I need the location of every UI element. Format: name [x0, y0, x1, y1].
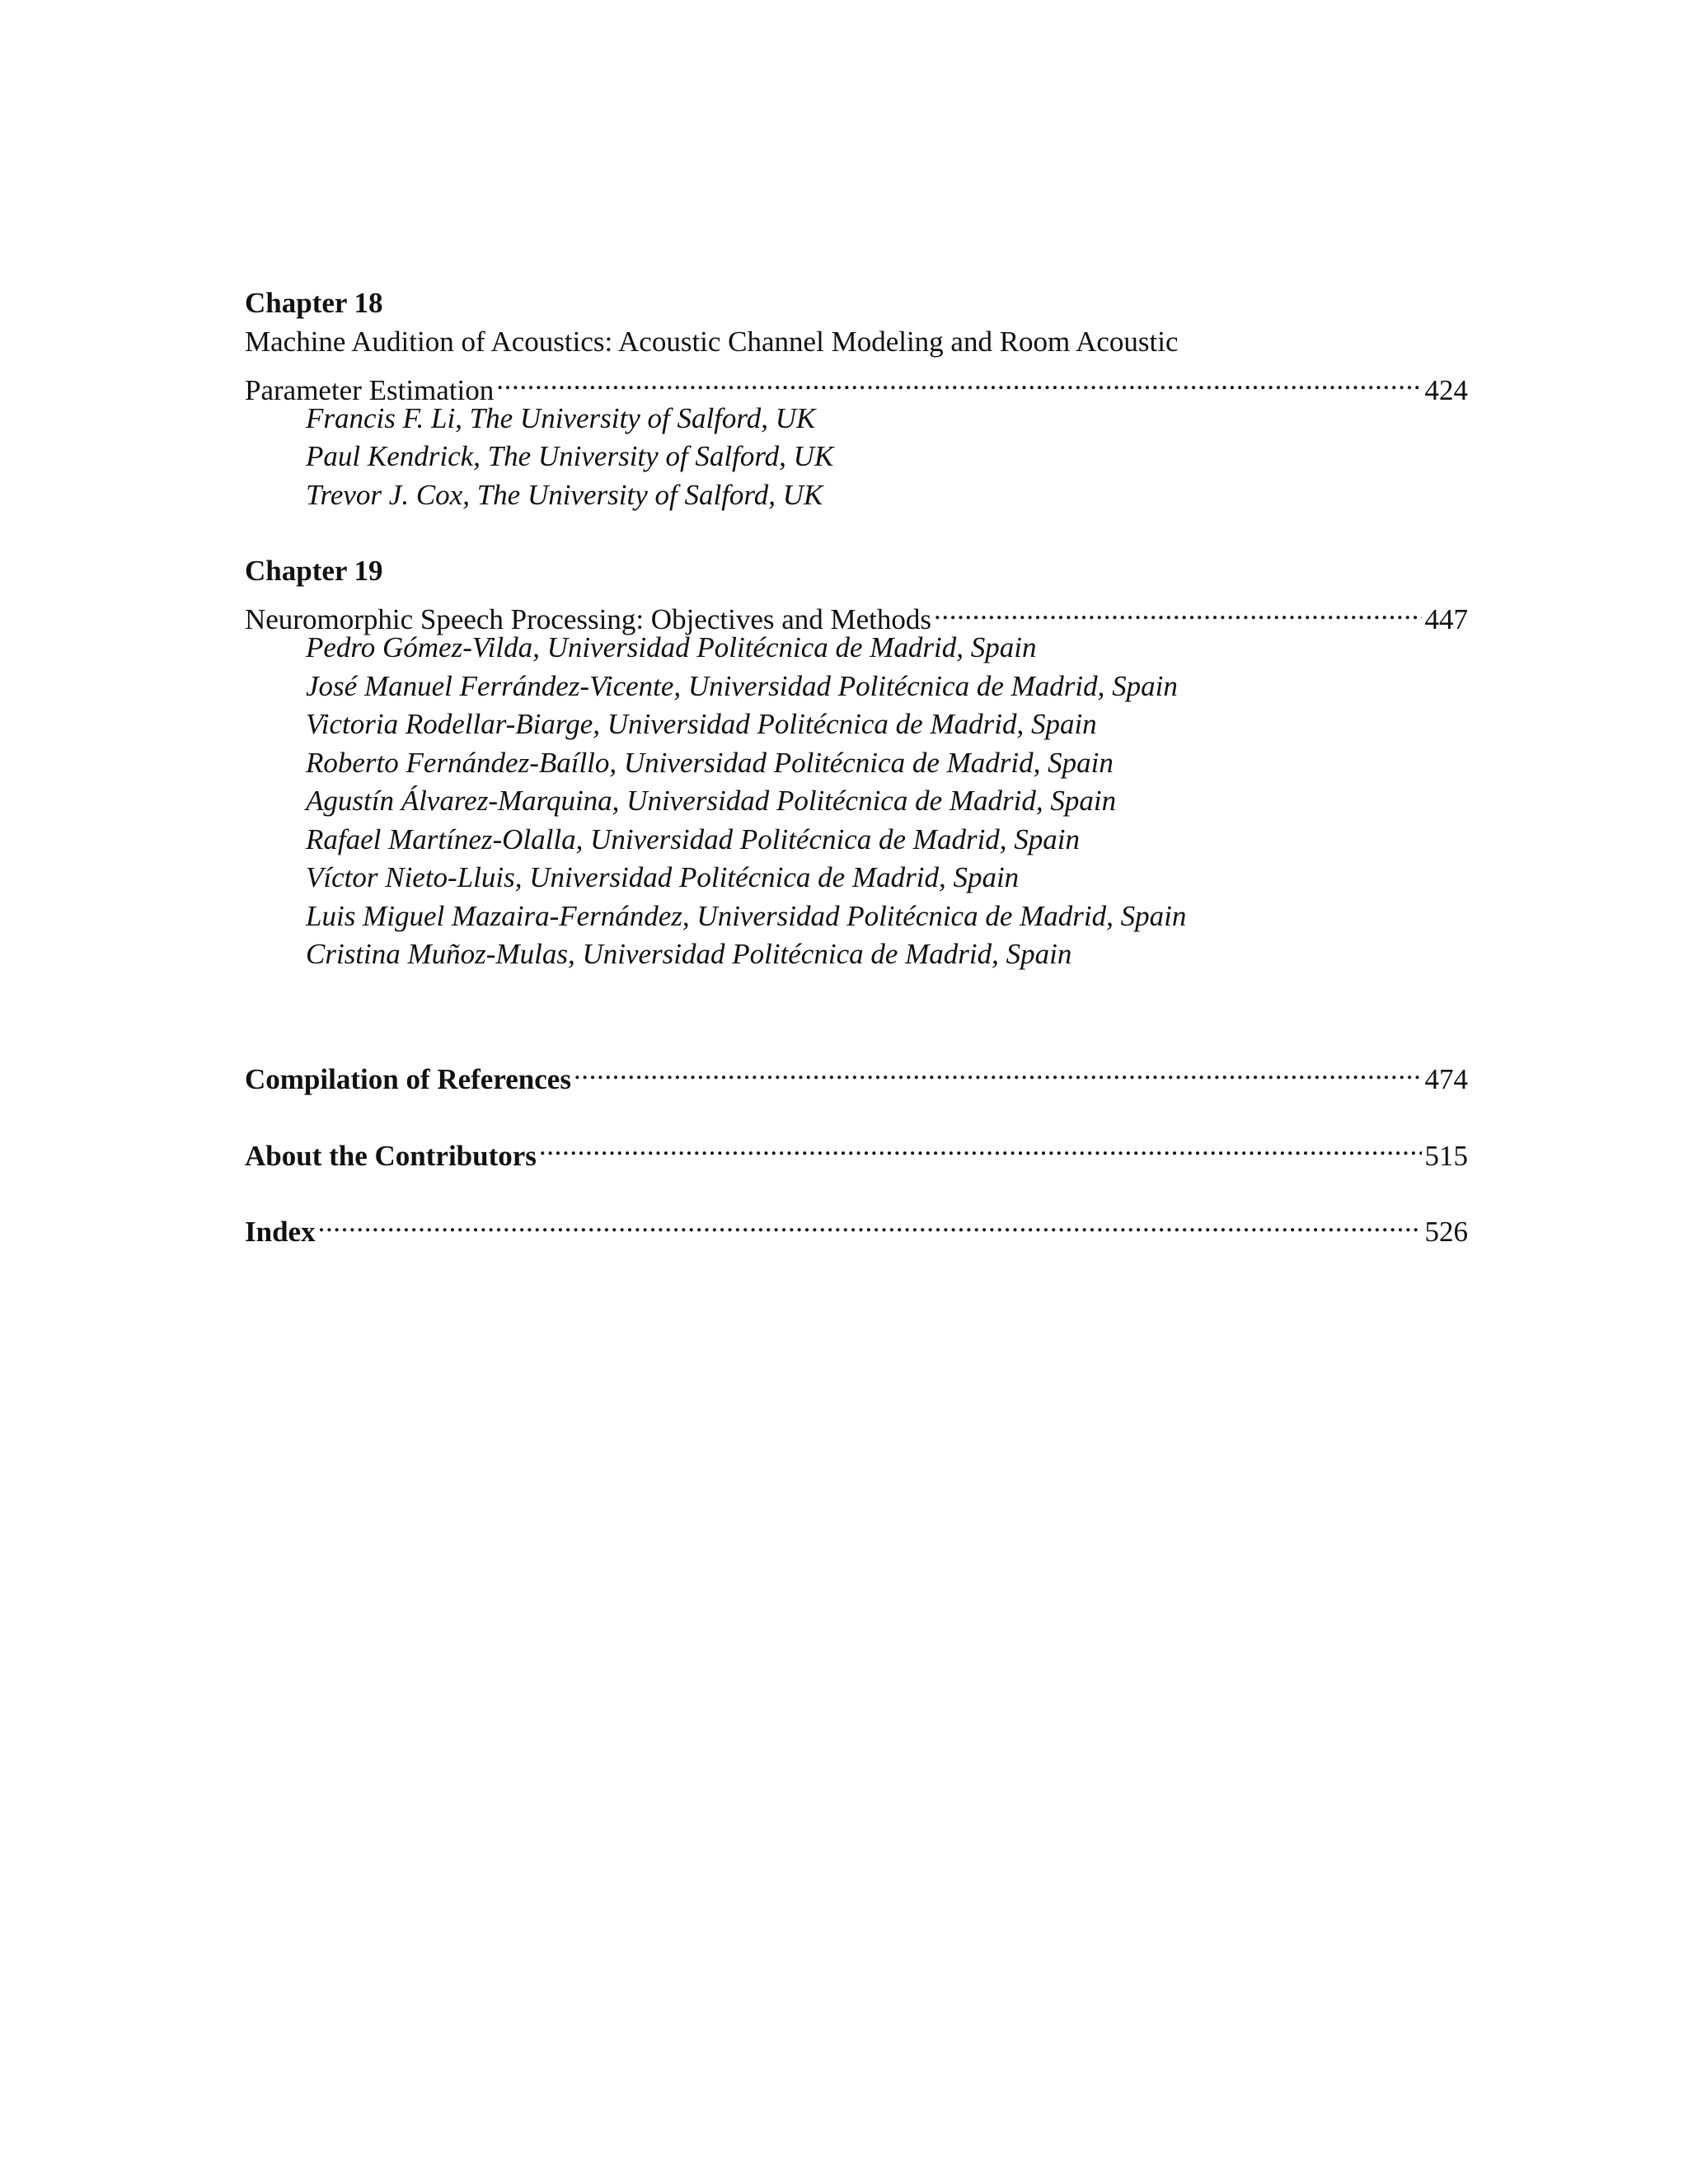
- page-number: 526: [1424, 1216, 1468, 1248]
- page-number: 424: [1424, 373, 1468, 406]
- chapter-label: Chapter 19: [245, 555, 383, 587]
- author: Cristina Muñoz-Mulas, Universidad Politécnica de Madrid, Spain: [306, 938, 1072, 970]
- dot-leader: [318, 1203, 1422, 1242]
- page-number: 447: [1424, 603, 1468, 635]
- chapter-title: Neuromorphic Speech Processing: Objectives and Methods: [245, 603, 932, 635]
- author: Trevor J. Cox, The University of Salford, UK: [306, 478, 823, 511]
- toc-entry[interactable]: [245, 591, 1468, 635]
- back-matter-title: Compilation of References: [245, 1063, 571, 1095]
- author: Paul Kendrick, The University of Salford, UK: [306, 440, 834, 472]
- toc-chapter-19: [245, 552, 1468, 974]
- back-matter-title: About the Contributors: [245, 1139, 537, 1172]
- author-list: [245, 629, 1468, 974]
- toc-chapter-18: [245, 284, 1468, 514]
- dot-leader: [496, 361, 1421, 400]
- page-number: 515: [1424, 1139, 1468, 1172]
- toc-entry[interactable]: [245, 361, 1468, 406]
- dot-leader: [539, 1127, 1422, 1165]
- author: Victoria Rodellar-Biarge, Universidad Politécnica de Madrid, Spain: [306, 708, 1097, 740]
- toc-page: [245, 284, 1468, 1248]
- author: Pedro Gómez-Vilda, Universidad Politécnica de Madrid, Spain: [306, 631, 1037, 663]
- author: José Manuel Ferrández-Vicente, Universidad Politécnica de Madrid, Spain: [306, 669, 1178, 702]
- toc-entry-contributors[interactable]: [245, 1127, 1468, 1172]
- dot-leader: [574, 1051, 1422, 1090]
- author: Roberto Fernández-Baíllo, Universidad Politécnica de Madrid, Spain: [306, 746, 1114, 779]
- chapter-label: Chapter 18: [245, 287, 383, 319]
- author: Rafael Martínez-Olalla, Universidad Politécnica de Madrid, Spain: [306, 823, 1081, 855]
- spacer: [245, 974, 1468, 1051]
- author: Víctor Nieto-Lluis, Universidad Politécnica de Madrid, Spain: [306, 861, 1020, 893]
- toc-entry-references[interactable]: [245, 1051, 1468, 1095]
- page-number: 474: [1424, 1063, 1468, 1095]
- toc-entry-index[interactable]: [245, 1203, 1468, 1248]
- author-list: [245, 400, 1468, 515]
- spacer: [245, 514, 1468, 552]
- author: Francis F. Li, The University of Salford, UK: [306, 401, 816, 434]
- author: Luis Miguel Mazaira-Fernández, Universidad Politécnica de Madrid, Spain: [306, 899, 1187, 932]
- dot-leader: [934, 591, 1421, 630]
- chapter-title-line: Parameter Estimation: [245, 373, 495, 406]
- back-matter-title: Index: [245, 1216, 316, 1248]
- chapter-title-line: Machine Audition of Acoustics: Acoustic Channel Modeling and Room Acoustic: [245, 325, 1179, 358]
- author: Agustín Álvarez-Marquina, Universidad Politécnica de Madrid, Spain: [306, 785, 1117, 817]
